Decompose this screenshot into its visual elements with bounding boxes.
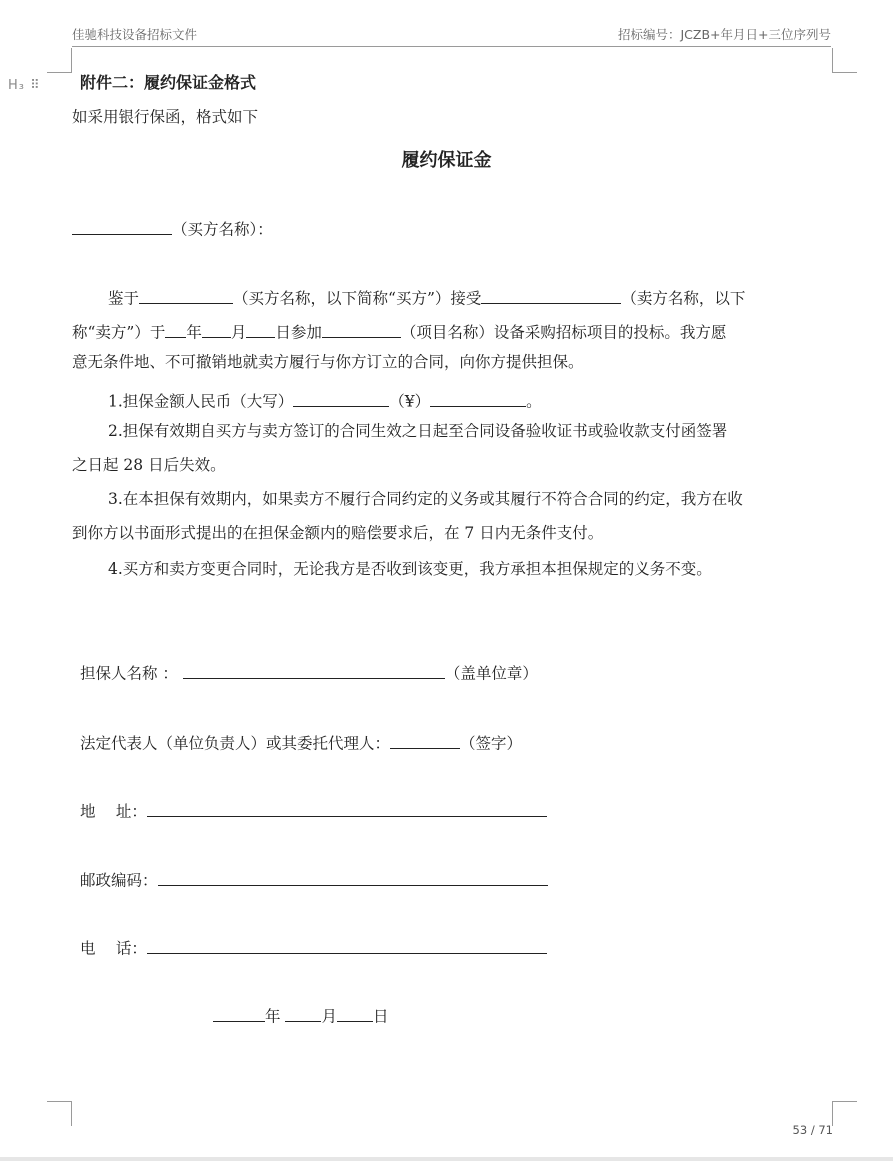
- heading-drag-handle-icon[interactable]: H₃ ⠿: [8, 78, 41, 93]
- postcode-label: 邮政编码：: [80, 871, 158, 890]
- phone-blank[interactable]: [147, 937, 547, 954]
- buyer-name-blank-2[interactable]: [139, 287, 233, 304]
- p1-seg2: （买方名称，以下简称“买方”）接受: [233, 289, 482, 308]
- month-blank[interactable]: [202, 321, 231, 338]
- paragraph-1-line-2: [72, 321, 726, 341]
- phone-label: 电 话：: [80, 939, 147, 958]
- item-4: 4.买方和卖方变更合同时，无论我方是否收到该变更，我方承担本担保规定的义务不变。: [108, 560, 712, 578]
- p1-year: 年: [186, 323, 202, 342]
- item-3-line-1: 3.在本担保有效期内，如果卖方不履行合同约定的义务或其履行不符合合同的约定，我方在收: [108, 490, 743, 508]
- p1-seg5: （项目名称）设备采购招标项目的投标。我方愿: [400, 323, 727, 342]
- amount-words-blank[interactable]: [293, 390, 389, 407]
- year-blank[interactable]: [165, 321, 186, 338]
- crop-mark-top-right: [832, 48, 857, 73]
- guarantor-suffix: （盖单位章）: [444, 664, 538, 683]
- representative-label: 法定代表人（单位负责人）或其委托代理人：: [80, 734, 391, 753]
- intro-text: 如采用银行保函，格式如下: [72, 108, 259, 126]
- paragraph-1-line-3: 意无条件地、不可撤销地就卖方履行与你方订立的合同，向你方提供担保。: [72, 353, 584, 371]
- addressee-suffix: （买方名称）：: [172, 220, 273, 239]
- item-1-suffix: 。: [526, 392, 542, 411]
- amount-figures-blank[interactable]: [430, 390, 526, 407]
- p1-month: 月: [230, 323, 247, 342]
- item-1-prefix: 1.担保金额人民币（大写）: [108, 392, 294, 411]
- attachment-title: 附件二：履约保证金格式: [80, 73, 257, 92]
- page-bottom-edge: [0, 1157, 893, 1161]
- address-label: 地 址：: [80, 802, 147, 821]
- guarantor-line: [80, 662, 538, 682]
- addressee-line: [72, 218, 273, 238]
- buyer-name-blank[interactable]: [72, 218, 172, 235]
- sign-year-label: 年: [265, 1007, 281, 1026]
- postcode-blank[interactable]: [158, 869, 548, 886]
- p1-seg1: 鉴于: [108, 289, 140, 308]
- paragraph-1-line-1: [108, 287, 745, 307]
- header-tender-number: 招标编号：JCZB+年月日+三位序列号: [617, 27, 831, 42]
- sign-month-label: 月: [321, 1007, 337, 1026]
- crop-mark-bottom-left: [47, 1101, 72, 1126]
- guarantor-label: 担保人名称 ：: [80, 664, 178, 683]
- seller-name-blank[interactable]: [481, 287, 621, 304]
- item-2-line-2: 之日起 28 日后失效。: [72, 456, 226, 474]
- header-rule: [72, 46, 831, 47]
- crop-mark-top-left: [47, 48, 72, 73]
- postcode-line: [80, 869, 548, 889]
- p1-seg4: 称“卖方”）于: [72, 323, 166, 342]
- item-3-line-2: 到你方以书面形式提出的在担保金额内的赔偿要求后，在 7 日内无条件支付。: [72, 524, 604, 542]
- item-1-mid: （¥）: [389, 392, 431, 411]
- document-title: 履约保证金: [401, 150, 492, 171]
- phone-line: [80, 937, 547, 957]
- sign-year-blank[interactable]: [213, 1005, 265, 1022]
- p1-day-join: 日参加: [275, 323, 322, 342]
- sign-day-label: 日: [372, 1007, 389, 1026]
- address-blank[interactable]: [147, 800, 547, 817]
- sign-day-blank[interactable]: [337, 1005, 373, 1022]
- date-line: [213, 1005, 388, 1025]
- address-line: [80, 800, 547, 820]
- crop-mark-bottom-right: [832, 1101, 857, 1126]
- item-2-line-1: 2.担保有效期自买方与卖方签订的合同生效之日起至合同设备验收证书或验收款支付函签署: [108, 422, 728, 440]
- project-name-blank[interactable]: [322, 321, 401, 338]
- representative-suffix: （签字）: [460, 734, 523, 753]
- sign-month-blank[interactable]: [285, 1005, 321, 1022]
- header-company: 佳驰科技设备招标文件: [72, 27, 198, 42]
- representative-line: [80, 732, 522, 752]
- guarantor-name-blank[interactable]: [183, 662, 445, 679]
- representative-blank[interactable]: [390, 732, 460, 749]
- item-1: [108, 390, 542, 410]
- page-number: 53 / 71: [792, 1123, 833, 1137]
- day-blank[interactable]: [246, 321, 275, 338]
- p1-seg3: （卖方名称，以下: [621, 289, 746, 308]
